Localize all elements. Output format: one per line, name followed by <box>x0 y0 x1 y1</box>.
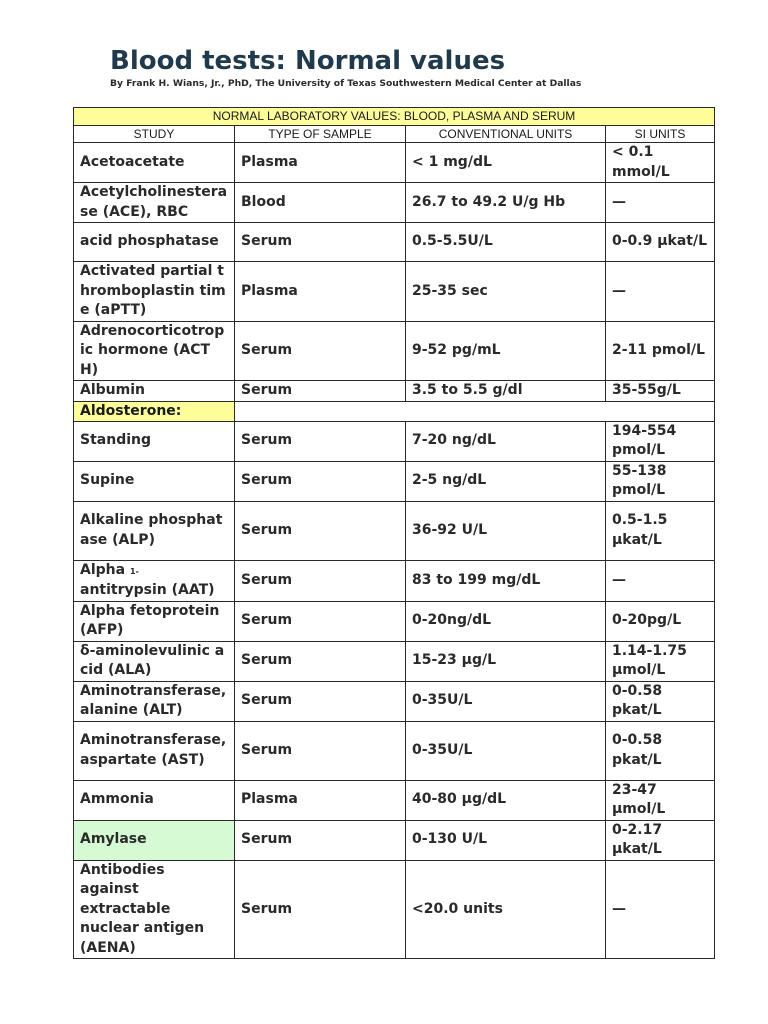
study-subscript: 1- <box>129 566 139 576</box>
table-row <box>74 183 715 223</box>
page-title: Blood tests: Normal values <box>110 46 506 76</box>
cell-sample: Serum <box>235 381 406 402</box>
cell-study <box>74 560 235 601</box>
section-label: Aldosterone: <box>74 401 235 421</box>
cell-sample: Serum <box>235 641 406 681</box>
cell-sample: Blood <box>235 183 406 223</box>
table-row <box>74 820 715 860</box>
cell-study: Aminotransferase, aspartate (AST) <box>74 721 235 780</box>
cell-sample: Serum <box>235 560 406 601</box>
cell-conventional: 15-23 µg/L <box>406 641 606 681</box>
cell-conventional: 0-20ng/dL <box>406 601 606 641</box>
cell-conventional: 40-80 µg/dL <box>406 780 606 820</box>
cell-study: Amylase <box>74 820 235 860</box>
cell-study: Antibodies against extractable nuclear antigen (AENA) <box>74 860 235 959</box>
cell-si: 0-0.9 µkat/L <box>606 223 715 262</box>
cell-study: Supine <box>74 461 235 501</box>
cell-si: 2-11 pmol/L <box>606 321 715 381</box>
cell-sample: Serum <box>235 860 406 959</box>
cell-conventional: 0-35U/L <box>406 681 606 721</box>
cell-conventional: 83 to 199 mg/dL <box>406 560 606 601</box>
table-row <box>74 780 715 820</box>
cell-conventional: 0-130 U/L <box>406 820 606 860</box>
cell-sample: Plasma <box>235 262 406 322</box>
cell-study: Alkaline phosphatase (ALP) <box>74 501 235 560</box>
section-row-aldosterone <box>74 401 715 421</box>
cell-study: Acetoacetate <box>74 143 235 183</box>
cell-si: 0-20pg/L <box>606 601 715 641</box>
cell-sample: Serum <box>235 501 406 560</box>
cell-study: Aminotransferase, alanine (ALT) <box>74 681 235 721</box>
table-row <box>74 381 715 402</box>
cell-conventional: 0-35U/L <box>406 721 606 780</box>
cell-si: 35-55g/L <box>606 381 715 402</box>
cell-sample: Plasma <box>235 143 406 183</box>
cell-study: Adrenocorticotropic hormone (ACTH) <box>74 321 235 381</box>
table-row <box>74 860 715 959</box>
cell-si: 0.5-1.5 µkat/L <box>606 501 715 560</box>
table-row <box>74 601 715 641</box>
cell-study: Activated partial thromboplastin time (aPTT) <box>74 262 235 322</box>
cell-sample: Serum <box>235 681 406 721</box>
table-row <box>74 641 715 681</box>
cell-sample: Serum <box>235 721 406 780</box>
cell-sample: Serum <box>235 820 406 860</box>
cell-si: 0-2.17 µkat/L <box>606 820 715 860</box>
study-name-rest: antitrypsin (AAT) <box>80 582 215 598</box>
column-header-sample: TYPE OF SAMPLE <box>235 126 406 143</box>
table-header-row <box>74 126 715 143</box>
cell-study: Albumin <box>74 381 235 402</box>
cell-study: Standing <box>74 421 235 461</box>
cell-sample: Serum <box>235 421 406 461</box>
cell-conventional: 2-5 ng/dL <box>406 461 606 501</box>
cell-si: — <box>606 262 715 322</box>
table-row <box>74 262 715 322</box>
cell-si: 1.14-1.75 µmol/L <box>606 641 715 681</box>
cell-sample: Serum <box>235 223 406 262</box>
cell-si: 0-0.58 pkat/L <box>606 681 715 721</box>
column-header-conventional: CONVENTIONAL UNITS <box>406 126 606 143</box>
cell-si: 23-47 µmol/L <box>606 780 715 820</box>
cell-si: 194-554 pmol/L <box>606 421 715 461</box>
cell-conventional: <20.0 units <box>406 860 606 959</box>
cell-si: 0-0.58 pkat/L <box>606 721 715 780</box>
table-row <box>74 681 715 721</box>
cell-si: < 0.1 mmol/L <box>606 143 715 183</box>
column-header-si: SI UNITS <box>606 126 715 143</box>
table-row <box>74 560 715 601</box>
cell-si: — <box>606 860 715 959</box>
cell-study: Ammonia <box>74 780 235 820</box>
cell-sample: Serum <box>235 461 406 501</box>
cell-sample: Serum <box>235 601 406 641</box>
cell-si: — <box>606 560 715 601</box>
cell-conventional: < 1 mg/dL <box>406 143 606 183</box>
table-row <box>74 501 715 560</box>
cell-si: 55-138 pmol/L <box>606 461 715 501</box>
cell-conventional: 25-35 sec <box>406 262 606 322</box>
section-spacer <box>235 401 715 421</box>
cell-conventional: 7-20 ng/dL <box>406 421 606 461</box>
cell-conventional: 26.7 to 49.2 U/g Hb <box>406 183 606 223</box>
byline: By Frank H. Wians, Jr., PhD, The University of Texas Southwestern Medical Center at Dallas <box>110 78 582 89</box>
table-body <box>74 143 715 959</box>
table-row <box>74 223 715 262</box>
cell-si: — <box>606 183 715 223</box>
cell-conventional: 0.5-5.5U/L <box>406 223 606 262</box>
table-row <box>74 721 715 780</box>
cell-sample: Plasma <box>235 780 406 820</box>
cell-conventional: 36-92 U/L <box>406 501 606 560</box>
table-banner-row <box>74 108 715 126</box>
study-name: Alpha <box>80 561 126 578</box>
table-row <box>74 143 715 183</box>
table-row <box>74 321 715 381</box>
table-row <box>74 421 715 461</box>
cell-study: acid phosphatase <box>74 223 235 262</box>
column-header-study: STUDY <box>74 126 235 143</box>
table-banner: NORMAL LABORATORY VALUES: BLOOD, PLASMA AND SERUM <box>74 108 715 126</box>
cell-study: δ-aminolevulinic acid (ALA) <box>74 641 235 681</box>
lab-values-table <box>73 107 715 959</box>
cell-conventional: 9-52 pg/mL <box>406 321 606 381</box>
cell-study: Alpha fetoprotein (AFP) <box>74 601 235 641</box>
cell-sample: Serum <box>235 321 406 381</box>
table-row <box>74 461 715 501</box>
cell-conventional: 3.5 to 5.5 g/dl <box>406 381 606 402</box>
cell-study: Acetylcholinesterase (ACE), RBC <box>74 183 235 223</box>
